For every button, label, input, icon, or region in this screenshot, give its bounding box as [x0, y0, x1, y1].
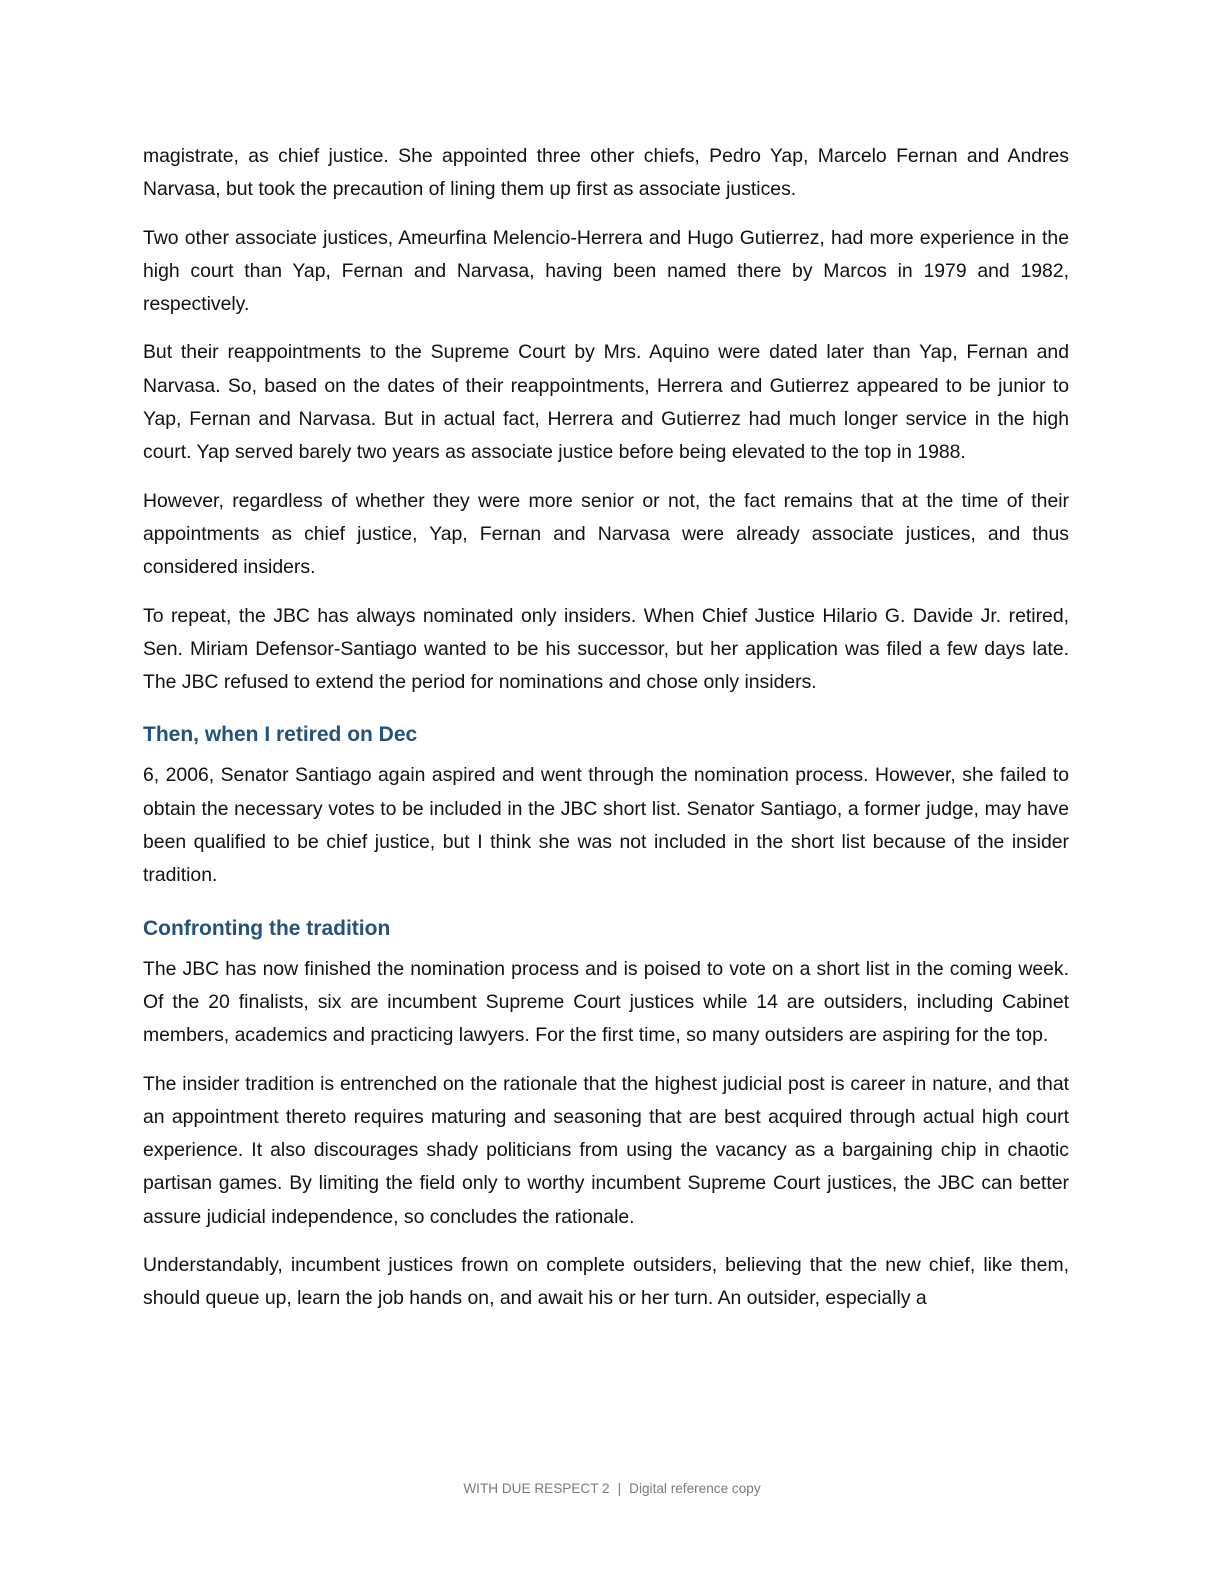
body-paragraph: However, regardless of whether they were more senior or not, the fact remains that at the time of their appointments as chief justice, Yap, Fernan and Narvasa were already associate justices, and thus considered insiders.	[143, 489, 1069, 579]
body-paragraph: To repeat, the JBC has always nominated only insiders. When Chief Justice Hilario G. Davide Jr. retired, Sen. Miriam Defensor-Santiago wanted to be his successor, but her application was filed a few days late. The JBC refused to extend the period for nominations and chose only insiders.	[143, 604, 1069, 694]
body-paragraph: The JBC has now finished the nomination process and is poised to vote on a short list in the coming week. Of the 20 finalists, six are incumbent Supreme Court justices while 14 are outsiders, including Cabinet members, academics and practicing lawyers. For the first time, so many outsiders are aspiring for the top.	[143, 957, 1069, 1047]
section-heading: Then, when I retired on Dec	[143, 723, 418, 747]
footer-book-title: WITH DUE RESPECT 2	[463, 1481, 610, 1496]
footer-note: Digital reference copy	[629, 1481, 761, 1496]
body-paragraph: The insider tradition is entrenched on the rationale that the highest judicial post is career in nature, and that an appointment thereto requires maturing and seasoning that are best acquired through actual high court experience. It also discourages shady politicians from using the vacancy as a bargaining chip in chaotic partisan games. By limiting the field only to worthy incumbent Supreme Court justices, the JBC can better assure judicial independence, so concludes the rationale.	[143, 1072, 1069, 1228]
document-page	[143, 140, 1069, 1331]
section-heading: Confronting the tradition	[143, 916, 391, 940]
body-paragraph: But their reappointments to the Supreme Court by Mrs. Aquino were dated later than Yap, Fernan and Narvasa. So, based on the dates of their reappointments, Herrera and Gutierrez appeared to be junior to Yap, Fernan and Narvasa. But in actual fact, Herrera and Gutierrez had much longer service in the high court. Yap served barely two years as associate justice before being elevated to the top in 1988.	[143, 341, 1069, 464]
body-paragraph: magistrate, as chief justice. She appointed three other chiefs, Pedro Yap, Marcelo Fernan and Andres Narvasa, but took the precaution of lining them up first as associate justices.	[143, 145, 1069, 201]
footer-separator: |	[617, 1481, 622, 1496]
page-footer	[0, 1478, 1224, 1500]
body-paragraph: Understandably, incumbent justices frown on complete outsiders, believing that the new chief, like them, should queue up, learn the job hands on, and await his or her turn. An outsider, especially a	[143, 1254, 1069, 1310]
body-paragraph: Two other associate justices, Ameurfina Melencio-Herrera and Hugo Gutierrez, had more experience in the high court than Yap, Fernan and Narvasa, having been named there by Marcos in 1979 and 1982, respectively.	[143, 226, 1069, 316]
body-paragraph: 6, 2006, Senator Santiago again aspired and went through the nomination process. However, she failed to obtain the necessary votes to be included in the JBC short list. Senator Santiago, a former judge, may have been qualified to be chief justice, but I think she was not included in the short list because of the insider tradition.	[143, 764, 1069, 887]
